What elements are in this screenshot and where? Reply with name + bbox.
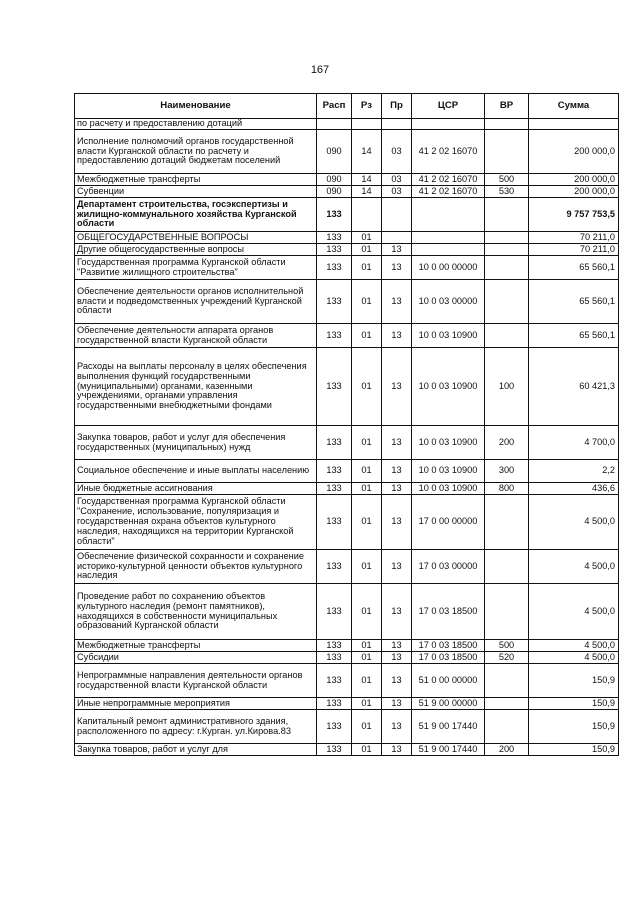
cell-pr: 13 <box>382 495 412 550</box>
cell-vr <box>485 324 529 348</box>
cell-csr <box>412 119 485 130</box>
cell-vr: 520 <box>485 652 529 664</box>
cell-csr: 17 0 00 00000 <box>412 495 485 550</box>
cell-vr <box>485 244 529 256</box>
cell-rz: 01 <box>352 460 382 483</box>
cell-csr: 10 0 03 10900 <box>412 324 485 348</box>
cell-pr <box>382 119 412 130</box>
cell-csr: 41 2 02 16070 <box>412 130 485 174</box>
cell-rz: 14 <box>352 186 382 198</box>
cell-rz: 01 <box>352 348 382 426</box>
cell-name: Межбюджетные трансферты <box>75 174 317 186</box>
table-row <box>75 495 619 550</box>
cell-rasp: 133 <box>317 348 352 426</box>
table-row <box>75 584 619 640</box>
budget-table <box>74 93 619 756</box>
cell-vr: 500 <box>485 640 529 652</box>
table-row <box>75 130 619 174</box>
table-row <box>75 483 619 495</box>
cell-rz <box>352 119 382 130</box>
cell-name: Социальное обеспечение и иные выплаты населению <box>75 460 317 483</box>
cell-sum: 4 700,0 <box>529 426 619 460</box>
cell-vr <box>485 495 529 550</box>
cell-rz: 01 <box>352 640 382 652</box>
cell-name: Субсидии <box>75 652 317 664</box>
header-vr: ВР <box>485 94 529 119</box>
cell-sum: 4 500,0 <box>529 640 619 652</box>
cell-vr: 300 <box>485 460 529 483</box>
cell-rz: 01 <box>352 584 382 640</box>
cell-rasp: 133 <box>317 280 352 324</box>
cell-name: Капитальный ремонт административного здания, расположенного по адресу: г.Курган. ул.Кирова.83 <box>75 710 317 744</box>
cell-csr <box>412 198 485 232</box>
cell-name: Закупка товаров, работ и услуг для обеспечения государственных (муниципальных) нужд <box>75 426 317 460</box>
table-row <box>75 744 619 756</box>
table-row <box>75 426 619 460</box>
cell-rz: 01 <box>352 744 382 756</box>
cell-vr: 500 <box>485 174 529 186</box>
cell-rasp: 133 <box>317 426 352 460</box>
cell-rasp: 090 <box>317 174 352 186</box>
cell-csr: 17 0 03 18500 <box>412 652 485 664</box>
cell-vr <box>485 710 529 744</box>
cell-pr: 13 <box>382 652 412 664</box>
cell-name: Иные непрограммные мероприятия <box>75 698 317 710</box>
cell-rasp: 133 <box>317 256 352 280</box>
table-row <box>75 280 619 324</box>
cell-csr: 17 0 03 18500 <box>412 584 485 640</box>
cell-rz: 14 <box>352 174 382 186</box>
table-row <box>75 652 619 664</box>
cell-sum: 4 500,0 <box>529 584 619 640</box>
table-row <box>75 232 619 244</box>
cell-vr <box>485 256 529 280</box>
cell-sum: 65 560,1 <box>529 324 619 348</box>
cell-pr: 13 <box>382 698 412 710</box>
cell-vr <box>485 664 529 698</box>
cell-pr: 13 <box>382 244 412 256</box>
table-row <box>75 348 619 426</box>
cell-sum: 4 500,0 <box>529 550 619 584</box>
cell-csr: 17 0 03 00000 <box>412 550 485 584</box>
cell-sum: 65 560,1 <box>529 280 619 324</box>
cell-sum <box>529 119 619 130</box>
table-row <box>75 664 619 698</box>
cell-rasp <box>317 119 352 130</box>
cell-sum: 200 000,0 <box>529 130 619 174</box>
cell-vr: 100 <box>485 348 529 426</box>
cell-rz <box>352 198 382 232</box>
cell-rasp: 133 <box>317 550 352 584</box>
cell-vr: 200 <box>485 744 529 756</box>
cell-csr: 10 0 00 00000 <box>412 256 485 280</box>
cell-vr <box>485 280 529 324</box>
cell-rz: 01 <box>352 652 382 664</box>
cell-sum: 4 500,0 <box>529 495 619 550</box>
cell-sum: 200 000,0 <box>529 174 619 186</box>
cell-rasp: 133 <box>317 244 352 256</box>
cell-vr <box>485 198 529 232</box>
cell-vr: 800 <box>485 483 529 495</box>
cell-rasp: 133 <box>317 495 352 550</box>
cell-rasp: 133 <box>317 584 352 640</box>
header-csr: ЦСР <box>412 94 485 119</box>
cell-name: Непрограммные направления деятельности органов государственной власти Курганской области <box>75 664 317 698</box>
table-row <box>75 198 619 232</box>
cell-pr: 13 <box>382 483 412 495</box>
cell-pr: 13 <box>382 348 412 426</box>
cell-csr: 51 9 00 17440 <box>412 710 485 744</box>
cell-pr <box>382 232 412 244</box>
cell-csr: 51 0 00 00000 <box>412 664 485 698</box>
cell-pr: 13 <box>382 584 412 640</box>
cell-rz: 01 <box>352 550 382 584</box>
cell-vr <box>485 119 529 130</box>
cell-pr: 03 <box>382 174 412 186</box>
cell-rasp: 090 <box>317 186 352 198</box>
cell-rz: 01 <box>352 664 382 698</box>
cell-name: Субвенции <box>75 186 317 198</box>
cell-rz: 01 <box>352 426 382 460</box>
cell-vr <box>485 550 529 584</box>
cell-sum: 70 211,0 <box>529 232 619 244</box>
cell-sum: 150,9 <box>529 664 619 698</box>
cell-csr: 10 0 03 10900 <box>412 460 485 483</box>
cell-rasp: 133 <box>317 710 352 744</box>
cell-rasp: 133 <box>317 198 352 232</box>
cell-rasp: 133 <box>317 460 352 483</box>
cell-sum: 4 500,0 <box>529 652 619 664</box>
cell-pr: 13 <box>382 550 412 584</box>
cell-rasp: 133 <box>317 640 352 652</box>
cell-rasp: 133 <box>317 652 352 664</box>
cell-sum: 9 757 753,5 <box>529 198 619 232</box>
table-row <box>75 460 619 483</box>
cell-pr: 13 <box>382 640 412 652</box>
cell-pr: 03 <box>382 186 412 198</box>
cell-name: Расходы на выплаты персоналу в целях обеспечения выполнения функций государственными (муниципальными) органами, казенными учреждениями, органами управления государственными внебюджетными фондами <box>75 348 317 426</box>
cell-sum: 150,9 <box>529 744 619 756</box>
cell-rz: 01 <box>352 495 382 550</box>
cell-pr: 13 <box>382 744 412 756</box>
cell-csr: 41 2 02 16070 <box>412 186 485 198</box>
table-row <box>75 256 619 280</box>
cell-csr: 10 0 03 10900 <box>412 426 485 460</box>
cell-name: Закупка товаров, работ и услуг для <box>75 744 317 756</box>
cell-pr: 13 <box>382 460 412 483</box>
table-row <box>75 186 619 198</box>
cell-name: Департамент строительства, госэкспертизы и жилищно-коммунального хозяйства Курганской области <box>75 198 317 232</box>
header-rasp: Расп <box>317 94 352 119</box>
cell-rz: 01 <box>352 324 382 348</box>
cell-rz: 01 <box>352 710 382 744</box>
cell-sum: 200 000,0 <box>529 186 619 198</box>
cell-pr: 13 <box>382 426 412 460</box>
table-row <box>75 244 619 256</box>
cell-name: Межбюджетные трансферты <box>75 640 317 652</box>
table-row <box>75 324 619 348</box>
cell-rz: 14 <box>352 130 382 174</box>
cell-rz: 01 <box>352 483 382 495</box>
header-rz: Рз <box>352 94 382 119</box>
cell-pr: 13 <box>382 324 412 348</box>
table-row <box>75 710 619 744</box>
cell-sum: 60 421,3 <box>529 348 619 426</box>
cell-name: по расчету и предоставлению дотаций <box>75 119 317 130</box>
cell-rz: 01 <box>352 256 382 280</box>
cell-sum: 150,9 <box>529 698 619 710</box>
cell-rasp: 133 <box>317 664 352 698</box>
cell-rasp: 133 <box>317 744 352 756</box>
cell-sum: 65 560,1 <box>529 256 619 280</box>
cell-rz: 01 <box>352 280 382 324</box>
cell-pr <box>382 198 412 232</box>
cell-pr: 03 <box>382 130 412 174</box>
header-name: Наименование <box>75 94 317 119</box>
cell-csr: 17 0 03 18500 <box>412 640 485 652</box>
cell-rz: 01 <box>352 232 382 244</box>
cell-rz: 01 <box>352 244 382 256</box>
cell-name: Обеспечение физической сохранности и сохранение историко-культурной ценности объектов культурного наследия <box>75 550 317 584</box>
table-body <box>75 119 619 756</box>
header-pr: Пр <box>382 94 412 119</box>
cell-vr <box>485 584 529 640</box>
cell-csr: 41 2 02 16070 <box>412 174 485 186</box>
cell-csr <box>412 244 485 256</box>
cell-pr: 13 <box>382 710 412 744</box>
cell-sum: 150,9 <box>529 710 619 744</box>
cell-sum: 2,2 <box>529 460 619 483</box>
cell-rasp: 133 <box>317 324 352 348</box>
cell-csr: 10 0 03 10900 <box>412 348 485 426</box>
header-sum: Сумма <box>529 94 619 119</box>
cell-rasp: 090 <box>317 130 352 174</box>
cell-pr: 13 <box>382 280 412 324</box>
cell-rasp: 133 <box>317 232 352 244</box>
cell-name: Обеспечение деятельности органов исполнительной власти и подведомственных учреждений Курганской области <box>75 280 317 324</box>
table-row <box>75 119 619 130</box>
cell-sum: 436,6 <box>529 483 619 495</box>
cell-name: Иные бюджетные ассигнования <box>75 483 317 495</box>
cell-name: Государственная программа Курганской области "Сохранение, использование, популяризация и государственная охрана объектов культурного наследия, находящихся на территории Курганской области" <box>75 495 317 550</box>
cell-csr: 51 9 00 00000 <box>412 698 485 710</box>
cell-vr: 530 <box>485 186 529 198</box>
table-row <box>75 698 619 710</box>
cell-vr: 200 <box>485 426 529 460</box>
cell-vr <box>485 698 529 710</box>
table-row <box>75 174 619 186</box>
cell-name: Проведение работ по сохранению объектов культурного наследия (ремонт памятников), находящихся в собственности муниципальных образований Курганской области <box>75 584 317 640</box>
cell-name: ОБЩЕГОСУДАРСТВЕННЫЕ ВОПРОСЫ <box>75 232 317 244</box>
table-header-row <box>75 94 619 119</box>
cell-vr <box>485 130 529 174</box>
cell-name: Государственная программа Курганской области "Развитие жилищного строительства" <box>75 256 317 280</box>
cell-rasp: 133 <box>317 698 352 710</box>
cell-vr <box>485 232 529 244</box>
cell-name: Обеспечение деятельности аппарата органов государственной власти Курганской области <box>75 324 317 348</box>
cell-rz: 01 <box>352 698 382 710</box>
cell-csr <box>412 232 485 244</box>
cell-rasp: 133 <box>317 483 352 495</box>
cell-name: Исполнение полномочий органов государственной власти Курганской области по расчету и предоставлению дотаций бюджетам поселений <box>75 130 317 174</box>
page-number: 167 <box>310 64 330 76</box>
table-row <box>75 640 619 652</box>
cell-csr: 10 0 03 00000 <box>412 280 485 324</box>
cell-csr: 10 0 03 10900 <box>412 483 485 495</box>
cell-name: Другие общегосударственные вопросы <box>75 244 317 256</box>
cell-sum: 70 211,0 <box>529 244 619 256</box>
cell-csr: 51 9 00 17440 <box>412 744 485 756</box>
table-row <box>75 550 619 584</box>
cell-pr: 13 <box>382 256 412 280</box>
cell-pr: 13 <box>382 664 412 698</box>
